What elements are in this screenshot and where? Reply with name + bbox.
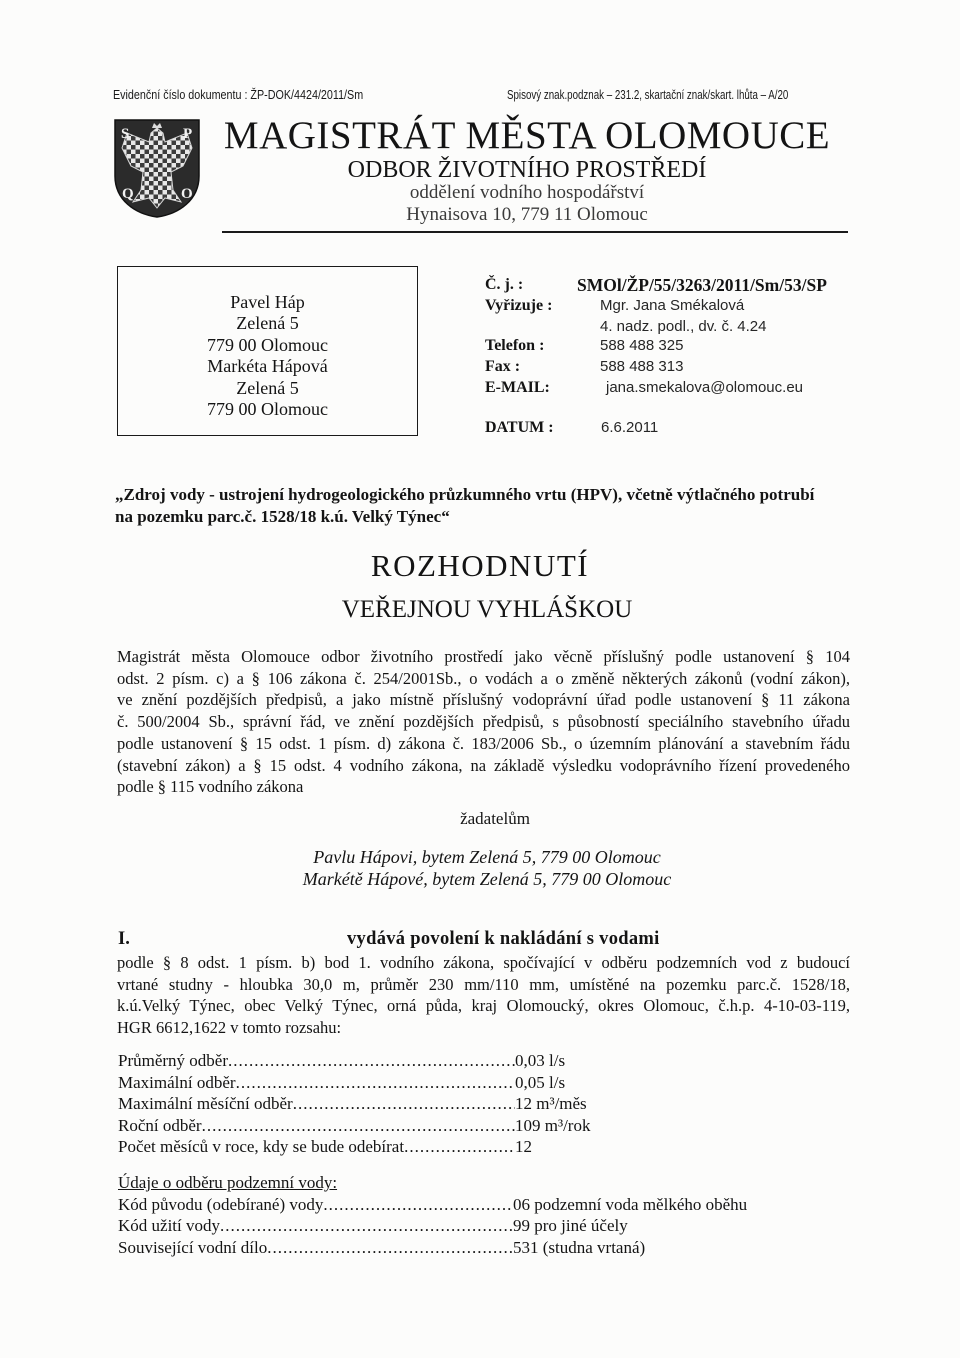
logo-letter-o: O [181, 186, 193, 202]
section-numeral: I. [118, 929, 130, 949]
withdrawal-label: Kód užití vody [118, 1216, 220, 1235]
withdrawal-row [118, 1215, 747, 1237]
email-value: jana.smekalova@olomouc.eu [606, 379, 803, 396]
quantity-value: 12 m³/měs [515, 1094, 587, 1114]
fax-label: Fax : [485, 358, 521, 375]
intro-paragraph [117, 646, 850, 798]
quantity-label-cell [118, 1072, 515, 1094]
section-line: vrtané studny - hloubka 30,0 m, průměr 230 mm/110 mm, umístěné na pozemku parc.č. 1528/18, [117, 974, 850, 994]
dot-leader [236, 1072, 515, 1094]
withdrawal-value: 99 pro jiné účely [513, 1216, 628, 1235]
withdrawal-label: Související vodní dílo [118, 1237, 268, 1257]
case-number-value: SMOl/ŽP/55/3263/2011/Sm/53/SP [577, 275, 827, 295]
section-line: k.ú.Velký Týnec, obec Velký Týnec, orná půda, kraj Olomoucký, okres Olomouc, č.h.p. 4-10-03-119, [117, 996, 850, 1016]
recipient-address-box [117, 266, 418, 436]
recipient-line: Zelená 5 [236, 377, 299, 398]
handled-by-value: Mgr. Jana Smékalová [600, 297, 745, 314]
section-heading: vydává povolení k nakládání s vodami [347, 929, 660, 949]
quantity-row [118, 1136, 590, 1158]
case-number-label: Č. j. : [485, 276, 524, 293]
intro-line: č. 500/2004 Sb., správní řád, ve znění pozdějších předpisů, s působností speciálního stavebního úřadu [117, 712, 850, 732]
city-coat-of-arms [113, 118, 201, 218]
quantity-row [118, 1093, 590, 1115]
quantity-row [118, 1115, 590, 1137]
intro-line: (stavební zákon) a § 15 odst. 4 vodního zákona, na základě výsledku vodoprávního řízení provedeného [117, 755, 850, 775]
withdrawal-label: Kód původu (odebírané) vody [118, 1194, 324, 1214]
dot-leader [293, 1093, 515, 1115]
logo-letter-p: P [183, 126, 193, 142]
quantity-value: 109 m³/rok [515, 1115, 591, 1135]
recipient-line: 779 00 Olomouc [207, 334, 328, 355]
recipient-line: 779 00 Olomouc [207, 399, 328, 420]
withdrawal-value: 06 podzemní voda mělkého oběhu [513, 1194, 748, 1214]
section-line: HGR 6612,1622 v tomto rozsahu: [117, 1017, 342, 1037]
date-value: 6.6.2011 [601, 419, 659, 436]
quantity-value: 12 [515, 1137, 532, 1157]
dot-leader [323, 1194, 513, 1216]
authority-address: Hynaisova 10, 779 11 Olomouc [406, 204, 648, 225]
authority-name: MAGISTRÁT MĚSTA OLOMOUCE [223, 114, 831, 157]
subject [115, 484, 814, 528]
quantity-label-cell [118, 1093, 515, 1115]
handled-by-label: Vyřizuje : [485, 297, 553, 314]
section-name: oddělení vodního hospodářství [409, 182, 645, 203]
filing-mark: Spisový znak.podznak – 231.2, skartační znak/skart. lhůta – A/20 [507, 88, 789, 102]
intro-line: odst. 2 písm. c) a § 106 zákona č. 254/2001Sb., o vodách a o změně některých zákonů (vodní zákon), [117, 668, 850, 688]
recipient-line: Markéta Hápová [207, 356, 328, 377]
email-label: E-MAIL: [485, 379, 550, 396]
withdrawal-label-cell [118, 1215, 513, 1237]
withdrawal-label-cell [118, 1194, 513, 1216]
withdrawal-row [118, 1194, 747, 1216]
quantity-label-cell [118, 1115, 515, 1137]
quantity-label: Maximální odběr [118, 1072, 236, 1092]
decision-subtitle: VEŘEJNOU VYHLÁŠKOU [341, 596, 633, 623]
dot-leader [202, 1115, 515, 1137]
header-divider [222, 231, 848, 233]
logo-letter-s: S [121, 126, 130, 142]
withdrawal-heading: Údaje o odběru podzemní vody: [118, 1173, 338, 1192]
quantities-list [118, 1050, 590, 1158]
quantity-label: Maximální měsíční odběr [118, 1094, 293, 1114]
quantity-value: 0,05 l/s [515, 1072, 566, 1092]
section-paragraph [117, 952, 850, 1038]
quantity-label: Počet měsíců v roce, kdy se bude odebírat [118, 1137, 405, 1157]
department-name: ODBOR ŽIVOTNÍHO PROSTŘEDÍ [347, 157, 707, 183]
addressee-heading: žadatelům [460, 809, 530, 828]
applicants [237, 846, 737, 890]
quantity-row [118, 1050, 590, 1072]
phone-label: Telefon : [485, 337, 545, 354]
fax-value: 588 488 313 [600, 358, 684, 375]
intro-line: podle ustanovení § 15 odst. 1 písm. d) zákona č. 183/2006 Sb., o územním plánování a stavebním řádu [117, 733, 850, 753]
recipient-line: Zelená 5 [236, 313, 299, 334]
quantity-value: 0,03 l/s [515, 1051, 566, 1070]
applicant-line: Markétě Hápové, bytem Zelená 5, 779 00 Olomouc [302, 869, 672, 889]
date-label: DATUM : [485, 419, 554, 436]
dot-leader [267, 1237, 513, 1259]
phone-value: 588 488 325 [600, 337, 684, 354]
intro-line: ve znění pozdějších předpisů, a jako místně příslušný vodoprávní úřad podle ustanovení § 11 zákona [117, 690, 850, 710]
quantity-label: Průměrný odběr [118, 1051, 229, 1070]
subject-line: „Zdroj vody - ustrojení hydrogeologického průzkumného vrtu (HPV), včetně výtlačného potrubí [115, 485, 815, 504]
intro-line: podle § 115 vodního zákona [117, 777, 304, 797]
dot-leader [228, 1050, 515, 1072]
quantity-label-cell [118, 1050, 515, 1072]
section-line: podle § 8 odst. 1 písm. b) bod 1. vodního zákona, spočívající v odběru podzemních vod z budoucí [117, 953, 850, 972]
intro-line: Magistrát města Olomouce odbor životního prostředí jako věcně příslušný podle ustanovení § 104 [117, 647, 850, 666]
quantity-label: Roční odběr [118, 1115, 202, 1135]
withdrawal-row [118, 1237, 747, 1259]
dot-leader [220, 1215, 513, 1237]
applicant-line: Pavlu Hápovi, bytem Zelená 5, 779 00 Olomouc [313, 847, 661, 867]
decision-title: ROZHODNUTÍ [370, 548, 590, 583]
registry-number: Evidenční číslo dokumentu : ŽP-DOK/4424/2011/Sm [113, 88, 364, 102]
recipient-line: Pavel Háp [230, 292, 305, 312]
quantity-label-cell [118, 1136, 515, 1158]
subject-line: na pozemku parc.č. 1528/18 k.ú. Velký Týnec“ [115, 507, 450, 526]
logo-letter-q: Q [122, 186, 134, 202]
quantity-row [118, 1072, 590, 1094]
withdrawal-details [118, 1172, 747, 1258]
withdrawal-value: 531 (studna vrtaná) [513, 1237, 646, 1257]
dot-leader [404, 1136, 515, 1158]
handled-by-office: 4. nadz. podl., dv. č. 4.24 [600, 318, 767, 335]
withdrawal-label-cell [118, 1237, 513, 1259]
